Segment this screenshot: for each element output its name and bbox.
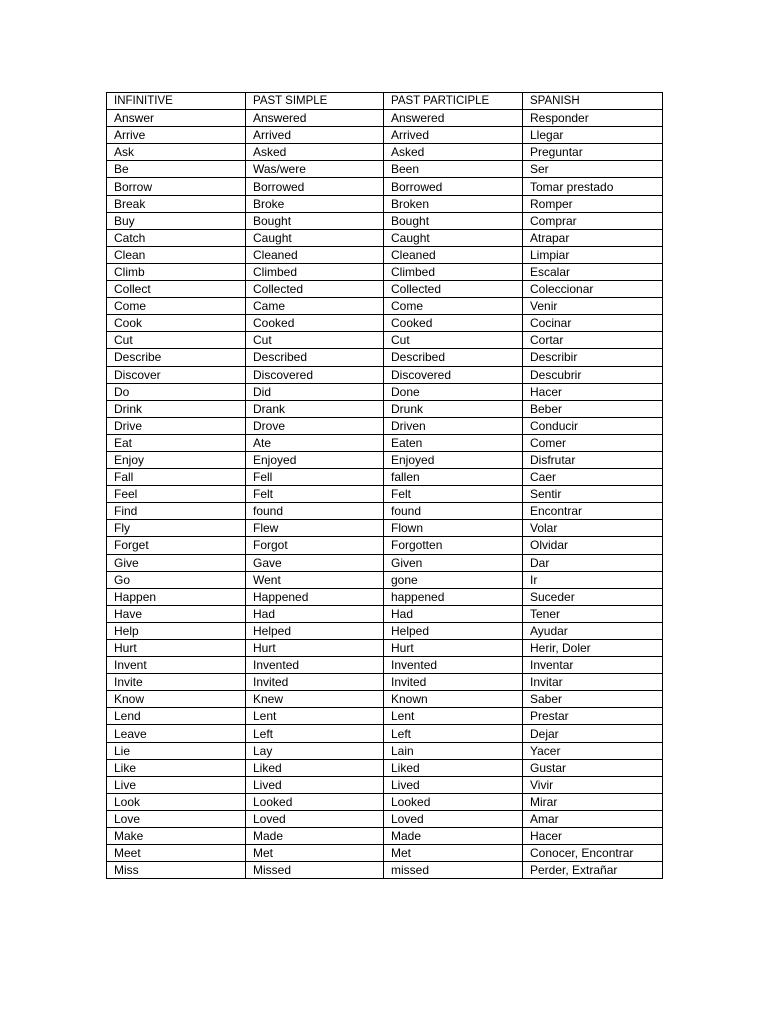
cell-infinitive: Find (107, 503, 246, 520)
cell-past-participle: Been (384, 161, 523, 178)
cell-spanish: Romper (523, 195, 663, 212)
table-row (107, 640, 663, 657)
cell-past-simple: Was/were (246, 161, 384, 178)
cell-past-participle: Invited (384, 674, 523, 691)
cell-past-participle: Forgotten (384, 537, 523, 554)
cell-past-simple: Felt (246, 486, 384, 503)
cell-past-simple: Collected (246, 281, 384, 298)
cell-spanish: Caer (523, 469, 663, 486)
header-spanish: SPANISH (523, 93, 663, 110)
table-row (107, 349, 663, 366)
cell-spanish: Cocinar (523, 315, 663, 332)
cell-spanish: Atrapar (523, 229, 663, 246)
cell-spanish: Volar (523, 520, 663, 537)
cell-past-participle: Known (384, 691, 523, 708)
cell-spanish: Invitar (523, 674, 663, 691)
cell-infinitive: Live (107, 776, 246, 793)
cell-past-simple: Described (246, 349, 384, 366)
cell-past-participle: Left (384, 725, 523, 742)
cell-spanish: Inventar (523, 657, 663, 674)
cell-spanish: Conducir (523, 417, 663, 434)
cell-past-participle: Come (384, 298, 523, 315)
cell-spanish: Beber (523, 400, 663, 417)
cell-spanish: Sentir (523, 486, 663, 503)
cell-infinitive: Clean (107, 246, 246, 263)
cell-past-participle: Enjoyed (384, 451, 523, 468)
table-row (107, 110, 663, 127)
cell-infinitive: Buy (107, 212, 246, 229)
cell-past-simple: Hurt (246, 640, 384, 657)
cell-past-simple: Fell (246, 469, 384, 486)
cell-past-simple: Ate (246, 434, 384, 451)
cell-spanish: Comprar (523, 212, 663, 229)
cell-past-simple: Cut (246, 332, 384, 349)
cell-infinitive: Borrow (107, 178, 246, 195)
table-row (107, 315, 663, 332)
cell-past-participle: Cooked (384, 315, 523, 332)
cell-past-participle: Invented (384, 657, 523, 674)
cell-past-participle: Hurt (384, 640, 523, 657)
table-row (107, 366, 663, 383)
table-row (107, 161, 663, 178)
cell-past-participle: Climbed (384, 263, 523, 280)
cell-past-participle: Lent (384, 708, 523, 725)
table-row (107, 229, 663, 246)
cell-past-simple: Looked (246, 793, 384, 810)
table-row (107, 588, 663, 605)
cell-past-participle: Borrowed (384, 178, 523, 195)
cell-spanish: Limpiar (523, 246, 663, 263)
table-row (107, 212, 663, 229)
cell-past-participle: Answered (384, 110, 523, 127)
cell-spanish: Mirar (523, 793, 663, 810)
cell-spanish: Cortar (523, 332, 663, 349)
table-row (107, 503, 663, 520)
cell-infinitive: Come (107, 298, 246, 315)
cell-past-participle: Loved (384, 810, 523, 827)
cell-spanish: Preguntar (523, 144, 663, 161)
cell-infinitive: Lie (107, 742, 246, 759)
cell-past-simple: Helped (246, 622, 384, 639)
cell-past-participle: missed (384, 862, 523, 879)
cell-past-participle: Bought (384, 212, 523, 229)
cell-infinitive: Meet (107, 845, 246, 862)
table-row (107, 657, 663, 674)
cell-past-participle: Given (384, 554, 523, 571)
cell-infinitive: Invent (107, 657, 246, 674)
cell-past-simple: Liked (246, 759, 384, 776)
cell-past-participle: Broken (384, 195, 523, 212)
cell-spanish: Llegar (523, 127, 663, 144)
cell-infinitive: Ask (107, 144, 246, 161)
cell-past-participle: Cleaned (384, 246, 523, 263)
table-row (107, 691, 663, 708)
cell-past-simple: found (246, 503, 384, 520)
cell-spanish: Responder (523, 110, 663, 127)
cell-past-participle: Made (384, 828, 523, 845)
cell-past-simple: Made (246, 828, 384, 845)
cell-infinitive: Eat (107, 434, 246, 451)
table-row (107, 537, 663, 554)
cell-past-participle: Felt (384, 486, 523, 503)
table-row (107, 520, 663, 537)
cell-infinitive: Enjoy (107, 451, 246, 468)
cell-past-simple: Knew (246, 691, 384, 708)
cell-past-simple: Lived (246, 776, 384, 793)
table-header (107, 93, 663, 110)
table-row (107, 400, 663, 417)
cell-past-participle: Done (384, 383, 523, 400)
table-row (107, 434, 663, 451)
cell-past-simple: Invented (246, 657, 384, 674)
cell-spanish: Dar (523, 554, 663, 571)
table-body (107, 110, 663, 879)
table-row (107, 725, 663, 742)
table-row (107, 298, 663, 315)
cell-past-simple: Answered (246, 110, 384, 127)
cell-past-participle: Flown (384, 520, 523, 537)
header-past-participle: PAST PARTICIPLE (384, 93, 523, 110)
cell-spanish: Disfrutar (523, 451, 663, 468)
cell-past-participle: Driven (384, 417, 523, 434)
cell-past-participle: Caught (384, 229, 523, 246)
cell-spanish: Perder, Extrañar (523, 862, 663, 879)
cell-infinitive: Hurt (107, 640, 246, 657)
cell-past-simple: Lay (246, 742, 384, 759)
cell-past-participle: Had (384, 605, 523, 622)
cell-past-participle: fallen (384, 469, 523, 486)
table-row (107, 674, 663, 691)
cell-past-simple: Cooked (246, 315, 384, 332)
cell-past-participle: Met (384, 845, 523, 862)
cell-past-simple: Discovered (246, 366, 384, 383)
cell-infinitive: Break (107, 195, 246, 212)
cell-past-simple: Arrived (246, 127, 384, 144)
cell-past-simple: Bought (246, 212, 384, 229)
cell-spanish: Comer (523, 434, 663, 451)
cell-past-participle: Eaten (384, 434, 523, 451)
table-row (107, 263, 663, 280)
cell-infinitive: Cut (107, 332, 246, 349)
cell-spanish: Saber (523, 691, 663, 708)
cell-spanish: Escalar (523, 263, 663, 280)
table-row (107, 195, 663, 212)
cell-past-simple: Came (246, 298, 384, 315)
cell-spanish: Conocer, Encontrar (523, 845, 663, 862)
cell-past-participle: found (384, 503, 523, 520)
cell-spanish: Suceder (523, 588, 663, 605)
cell-past-simple: Invited (246, 674, 384, 691)
cell-past-participle: Helped (384, 622, 523, 639)
cell-past-simple: Forgot (246, 537, 384, 554)
cell-past-participle: Lived (384, 776, 523, 793)
cell-infinitive: Fly (107, 520, 246, 537)
cell-spanish: Encontrar (523, 503, 663, 520)
cell-spanish: Tener (523, 605, 663, 622)
cell-spanish: Amar (523, 810, 663, 827)
cell-spanish: Ayudar (523, 622, 663, 639)
cell-past-simple: Happened (246, 588, 384, 605)
cell-infinitive: Leave (107, 725, 246, 742)
cell-past-simple: Cleaned (246, 246, 384, 263)
cell-past-simple: Lent (246, 708, 384, 725)
cell-infinitive: Give (107, 554, 246, 571)
cell-past-participle: Lain (384, 742, 523, 759)
table-row (107, 862, 663, 879)
cell-spanish: Coleccionar (523, 281, 663, 298)
cell-past-simple: Went (246, 571, 384, 588)
table-row (107, 622, 663, 639)
cell-infinitive: Describe (107, 349, 246, 366)
cell-past-simple: Loved (246, 810, 384, 827)
cell-past-participle: Liked (384, 759, 523, 776)
cell-spanish: Prestar (523, 708, 663, 725)
table-row (107, 776, 663, 793)
cell-spanish: Venir (523, 298, 663, 315)
cell-spanish: Hacer (523, 828, 663, 845)
table-row (107, 383, 663, 400)
cell-infinitive: Feel (107, 486, 246, 503)
cell-spanish: Ser (523, 161, 663, 178)
cell-infinitive: Forget (107, 537, 246, 554)
cell-infinitive: Happen (107, 588, 246, 605)
cell-infinitive: Catch (107, 229, 246, 246)
cell-spanish: Herir, Doler (523, 640, 663, 657)
cell-past-simple: Enjoyed (246, 451, 384, 468)
cell-infinitive: Invite (107, 674, 246, 691)
cell-past-simple: Borrowed (246, 178, 384, 195)
cell-past-participle: Described (384, 349, 523, 366)
cell-past-participle: Looked (384, 793, 523, 810)
table-row (107, 332, 663, 349)
cell-infinitive: Love (107, 810, 246, 827)
cell-spanish: Hacer (523, 383, 663, 400)
cell-infinitive: Fall (107, 469, 246, 486)
cell-past-simple: Broke (246, 195, 384, 212)
cell-infinitive: Climb (107, 263, 246, 280)
cell-past-simple: Asked (246, 144, 384, 161)
verb-table (106, 92, 663, 879)
cell-past-simple: Drove (246, 417, 384, 434)
cell-past-participle: Discovered (384, 366, 523, 383)
cell-past-participle: Asked (384, 144, 523, 161)
table-row (107, 845, 663, 862)
table-row (107, 708, 663, 725)
header-past-simple: PAST SIMPLE (246, 93, 384, 110)
header-infinitive: INFINITIVE (107, 93, 246, 110)
cell-spanish: Ir (523, 571, 663, 588)
cell-past-simple: Climbed (246, 263, 384, 280)
cell-past-simple: Left (246, 725, 384, 742)
cell-infinitive: Know (107, 691, 246, 708)
cell-infinitive: Cook (107, 315, 246, 332)
cell-infinitive: Lend (107, 708, 246, 725)
cell-infinitive: Like (107, 759, 246, 776)
table-row (107, 810, 663, 827)
cell-spanish: Gustar (523, 759, 663, 776)
cell-infinitive: Be (107, 161, 246, 178)
table-row (107, 759, 663, 776)
cell-infinitive: Arrive (107, 127, 246, 144)
cell-past-simple: Had (246, 605, 384, 622)
table-row (107, 144, 663, 161)
cell-infinitive: Go (107, 571, 246, 588)
cell-infinitive: Have (107, 605, 246, 622)
cell-infinitive: Drive (107, 417, 246, 434)
cell-infinitive: Answer (107, 110, 246, 127)
cell-infinitive: Drink (107, 400, 246, 417)
cell-spanish: Vivir (523, 776, 663, 793)
cell-infinitive: Collect (107, 281, 246, 298)
table-row (107, 571, 663, 588)
cell-past-simple: Missed (246, 862, 384, 879)
cell-past-participle: Arrived (384, 127, 523, 144)
cell-past-participle: Drunk (384, 400, 523, 417)
cell-past-participle: Collected (384, 281, 523, 298)
cell-past-simple: Met (246, 845, 384, 862)
table-row (107, 281, 663, 298)
cell-spanish: Tomar prestado (523, 178, 663, 195)
table-row (107, 486, 663, 503)
header-row (107, 93, 663, 110)
cell-infinitive: Look (107, 793, 246, 810)
table-row (107, 554, 663, 571)
cell-infinitive: Help (107, 622, 246, 639)
cell-past-simple: Gave (246, 554, 384, 571)
cell-past-simple: Did (246, 383, 384, 400)
table-row (107, 178, 663, 195)
cell-infinitive: Miss (107, 862, 246, 879)
table-row (107, 742, 663, 759)
cell-past-simple: Flew (246, 520, 384, 537)
table-row (107, 127, 663, 144)
table-row (107, 828, 663, 845)
cell-spanish: Describir (523, 349, 663, 366)
table-row (107, 469, 663, 486)
cell-spanish: Descubrir (523, 366, 663, 383)
cell-infinitive: Discover (107, 366, 246, 383)
cell-infinitive: Make (107, 828, 246, 845)
table-row (107, 246, 663, 263)
table-row (107, 451, 663, 468)
table-row (107, 605, 663, 622)
cell-spanish: Dejar (523, 725, 663, 742)
cell-past-participle: Cut (384, 332, 523, 349)
table-row (107, 417, 663, 434)
cell-past-simple: Drank (246, 400, 384, 417)
cell-past-participle: happened (384, 588, 523, 605)
cell-past-participle: gone (384, 571, 523, 588)
cell-infinitive: Do (107, 383, 246, 400)
table-row (107, 793, 663, 810)
cell-spanish: Yacer (523, 742, 663, 759)
cell-spanish: Olvidar (523, 537, 663, 554)
cell-past-simple: Caught (246, 229, 384, 246)
